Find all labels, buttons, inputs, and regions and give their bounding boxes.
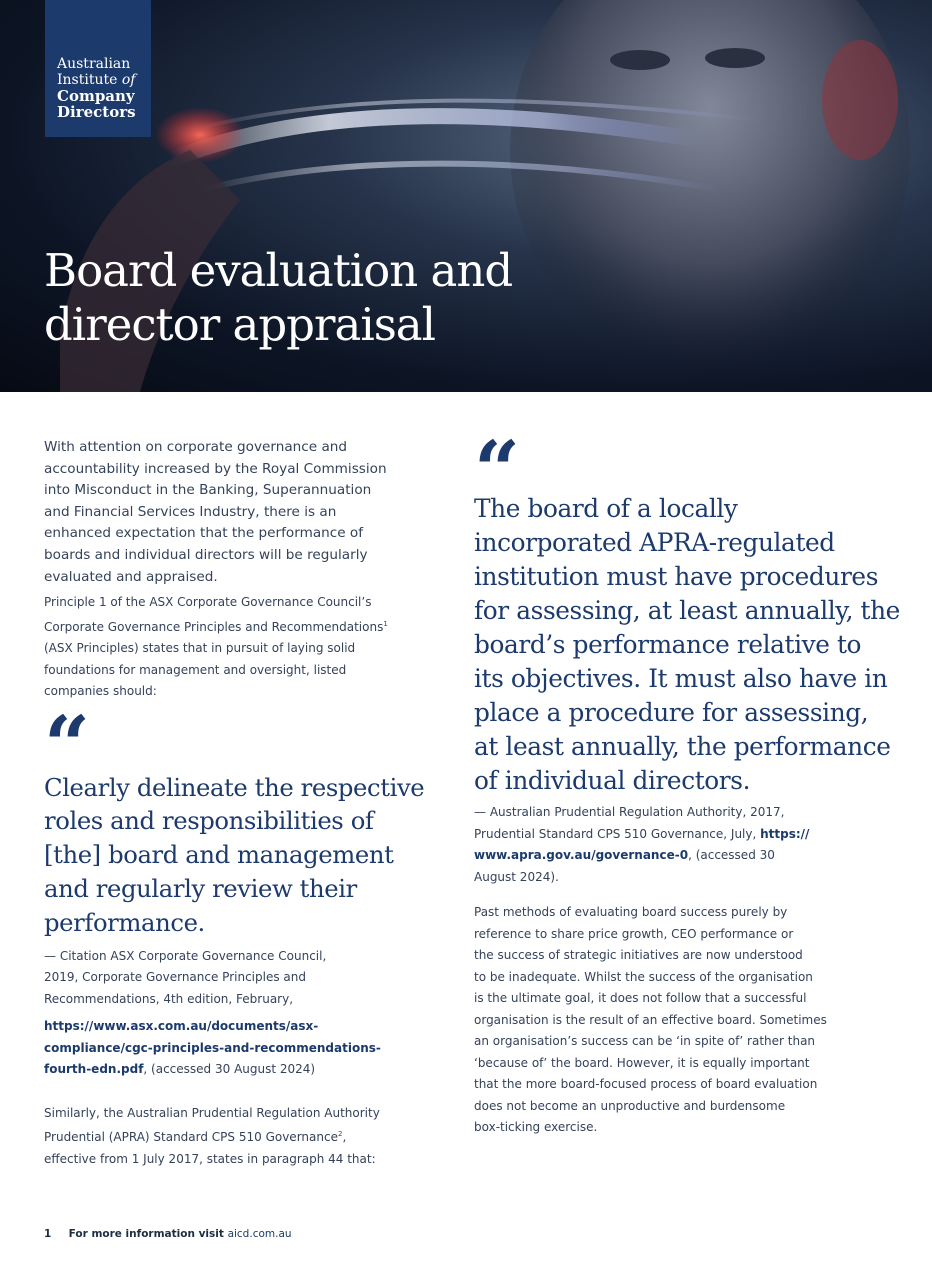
body-paragraph: Past methods of evaluating board success purely by reference to share price growth, CEO performance or the success of strategic initiatives are now understood to be inadequate. Whilst the success of the organisation is the ultimate goal, it does not follow that a successful organisation is the result of an effective board. Sometimes an organisation’s success can be ‘in spite of’ rather than ‘because of’ the board. However, it is equally important that the more board-focused process of board evaluation does not become an unproductive and burdensome box-ticking exercise.	[474, 905, 827, 1134]
page-number: 1	[44, 1228, 52, 1240]
apra-paragraph: Similarly, the Australian Prudential Regulation Authority Prudential (APRA) Standard CPS 510 Governance$^2$, effective from 1 July 2017, states in paragraph 44 that:	[44, 1105, 380, 1166]
principle-paragraph: Principle 1 of the ASX Corporate Governance Council’s Corporate Governance Principles and Recommendations$^1$ (ASX Principles) states that in pursuit of laying solid foundations for management and oversight, listed companies should:	[44, 595, 388, 699]
footer-text: For more information visit	[68, 1228, 228, 1240]
citation-link[interactable]: compliance/cgc-principles-and-recommendations-	[44, 1040, 381, 1055]
page-footer	[44, 1228, 292, 1240]
right-column	[474, 423, 900, 1139]
footer-link[interactable]: aicd.com.au	[227, 1228, 292, 1240]
citation-link[interactable]: https://	[760, 826, 810, 841]
citation-link[interactable]: www.apra.gov.au/governance-0	[474, 848, 689, 862]
footnote-ref: 1	[383, 619, 388, 628]
aicd-logo	[45, 0, 151, 137]
quote-mark-icon: “	[44, 697, 85, 792]
citation-link-block: https://www.asx.com.au/documents/asx- compliance/cgc-principles-and-recommendations- fourth-edn.pdf, (accessed 30 August 2024)	[44, 1016, 454, 1081]
left-column	[44, 437, 454, 1170]
logo-line: Australian	[57, 56, 131, 72]
citation-link[interactable]: fourth-edn.pdf	[44, 1062, 144, 1077]
citation-link[interactable]: https://www.asx.com.au/documents/asx-	[44, 1019, 319, 1034]
quote-citation: — Australian Prudential Regulation Authority, 2017, Prudential Standard CPS 510 Governance, July, https:// www.apra.gov.au/governance-0, (accessed 30 August 2024).	[474, 805, 810, 884]
intro-paragraph: With attention on corporate governance and accountability increased by the Royal Commission into Misconduct in the Banking, Superannuation and Financial Services Industry, there is an enhanced expectation that the performance of boards and individual directors will be regularly evaluated and appraised.	[44, 439, 387, 585]
pull-quote: Clearly delineate the respective roles and responsibilities of [the] board and management and regularly review their performance.	[44, 772, 425, 937]
quote-citation: — Citation ASX Corporate Governance Council, 2019, Corporate Governance Principles and Recommendations, 4th edition, February,	[44, 948, 327, 1006]
logo-line: Company	[57, 87, 135, 105]
quote-mark-icon: “	[474, 423, 515, 517]
page-title: Board evaluation and director appraisal	[44, 244, 513, 351]
hero-banner	[0, 0, 932, 392]
logo-line: Directors	[57, 103, 136, 121]
logo-line: Institute of	[57, 72, 136, 88]
footnote-ref: 2	[337, 1130, 343, 1139]
pull-quote: The board of a locally incorporated APRA-regulated institution must have procedures for assessing, at least annually, the board’s performance relative to its objectives. It must also have in place a procedure for assessing, at least annually, the performance of individual directors.	[474, 494, 900, 795]
